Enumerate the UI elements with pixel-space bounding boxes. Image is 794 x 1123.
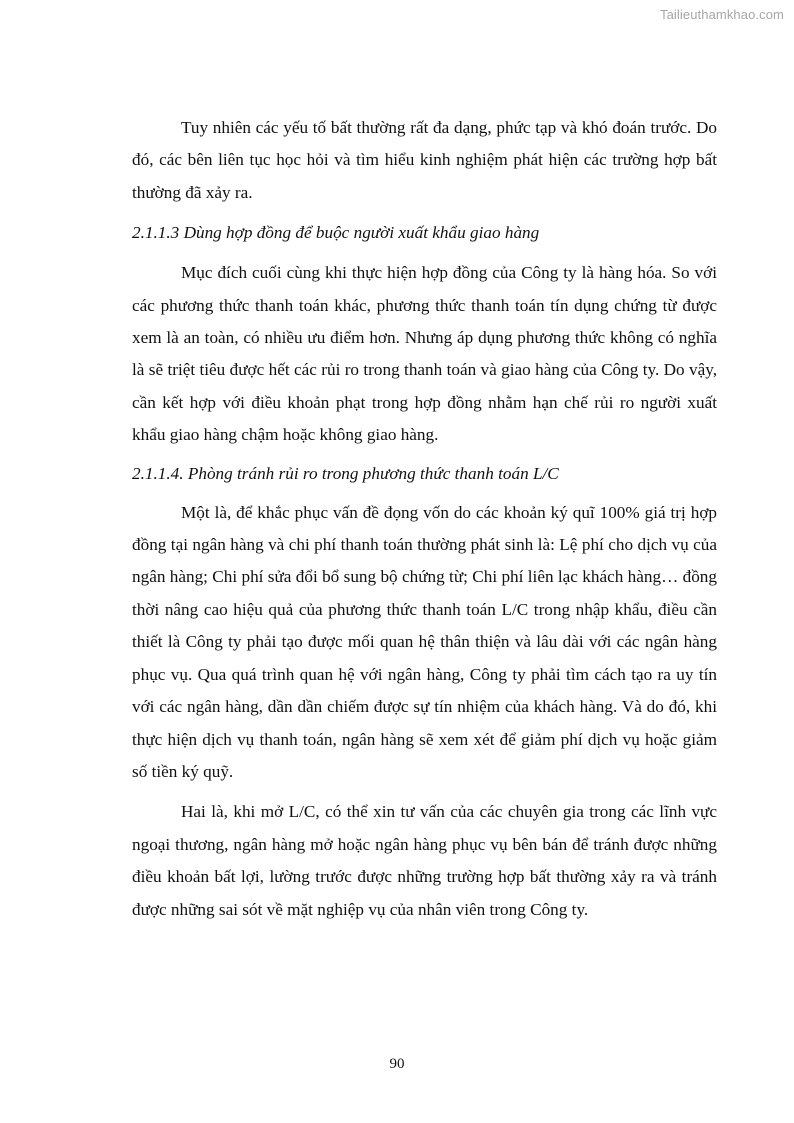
paragraph-second-measure: Hai là, khi mở L/C, có thể xin tư vấn của các chuyên gia trong các lĩnh vực ngoại thương, ngân hàng mở hoặc ngân hàng phục vụ bên bán để tránh được những điều khoản bất lợi, lường trước được những trường hợp bất thường xảy ra và tránh được những sai sót về mặt nghiệp vụ của nhân viên trong Công ty. [132, 802, 717, 919]
heading-2-1-1-4: 2.1.1.4. Phòng tránh rủi ro trong phương thức thanh toán L/C [132, 463, 559, 483]
document-page [132, 112, 717, 926]
paragraph-contract-delivery: Mục đích cuối cùng khi thực hiện hợp đồng của Công ty là hàng hóa. So với các phương thức thanh toán khác, phương thức thanh toán tín dụng chứng từ được xem là an toàn, có nhiều ưu điểm hơn. Nhưng áp dụng phương thức không có nghĩa là sẽ triệt tiêu được hết các rủi ro trong thanh toán và giao hàng của Công ty. Do vậy, cần kết hợp với điều khoản phạt trong hợp đồng nhằm hạn chế rủi ro người xuất khẩu giao hàng chậm hoặc không giao hàng. [132, 263, 717, 445]
heading-2-1-1-3: 2.1.1.3 Dùng hợp đồng để buộc người xuất khẩu giao hàng [132, 223, 540, 243]
page-number: 90 [389, 1056, 405, 1072]
watermark-text: Tailieuthamkhao.com [659, 7, 784, 22]
paragraph-first-measure: Một là, để khắc phục vấn đề đọng vốn do các khoản ký quĩ 100% giá trị hợp đồng tại ngân hàng và chi phí thanh toán thường phát sinh là: Lệ phí cho dịch vụ của ngân hàng; Chi phí sửa đổi bổ sung bộ chứng từ; Chi phí liên lạc khách hàng… đồng thời nâng cao hiệu quả của phương thức thanh toán L/C trong nhập khẩu, điều cần thiết là Công ty phải tạo được mối quan hệ thân thiện và lâu dài với các ngân hàng phục vụ. Qua quá trình quan hệ với ngân hàng, Công ty phải tìm cách tạo ra uy tín với các ngân hàng, dần dần chiếm được sự tín nhiệm của khách hàng. Và do đó, khi thực hiện dịch vụ thanh toán, ngân hàng sẽ xem xét để giảm phí dịch vụ hoặc giảm số tiền ký quỹ. [132, 502, 717, 781]
paragraph-unusual-factors: Tuy nhiên các yếu tố bất thường rất đa dạng, phức tạp và khó đoán trước. Do đó, các bên liên tục học hỏi và tìm hiểu kinh nghiệm phát hiện các trường hợp bất thường đã xảy ra. [132, 118, 717, 202]
